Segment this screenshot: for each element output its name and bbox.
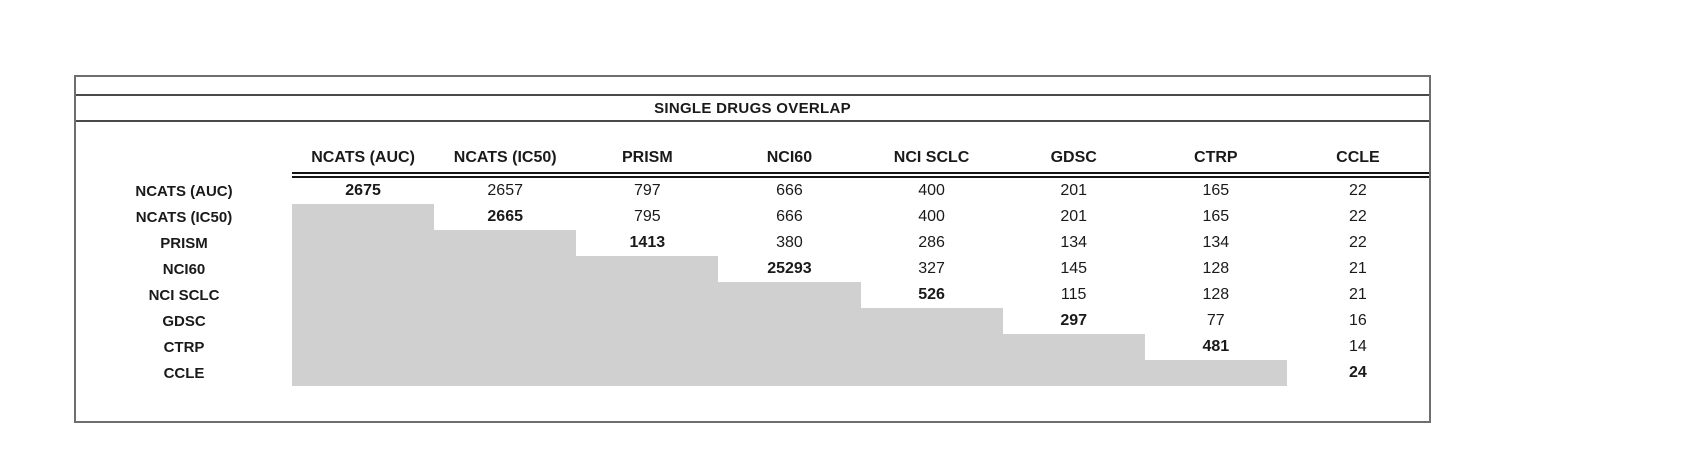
table-row (76, 204, 1429, 230)
column-header: CTRP (1194, 149, 1238, 166)
matrix-cell: 666 (776, 208, 803, 225)
matrix-cell: 481 (1202, 338, 1230, 355)
single-drugs-overlap-table (74, 75, 1431, 423)
matrix-cell: 24 (1349, 364, 1367, 381)
table-row (76, 282, 1429, 308)
matrix-grid (76, 178, 1429, 386)
matrix-cell (434, 256, 576, 282)
matrix-cell: 25293 (767, 260, 812, 277)
matrix-cell: 2665 (487, 208, 523, 225)
matrix-cell (576, 282, 718, 308)
matrix-cell (434, 308, 576, 334)
matrix-cell: 128 (1202, 260, 1230, 277)
matrix-cell: 797 (633, 182, 661, 199)
matrix-cell (576, 308, 718, 334)
column-header: NCI60 (766, 149, 813, 166)
column-header-row (292, 147, 1429, 169)
table-body (76, 122, 1429, 386)
row-label: GDSC (162, 312, 206, 330)
matrix-cell (292, 230, 434, 256)
matrix-cell: 201 (1060, 182, 1088, 199)
matrix-cell (292, 334, 434, 360)
matrix-cell (1145, 360, 1287, 386)
matrix-cell: 795 (633, 208, 661, 225)
matrix-cell: 22 (1349, 182, 1367, 199)
table-row (76, 230, 1429, 256)
row-label: NCI60 (162, 260, 206, 278)
matrix-cell: 380 (776, 234, 803, 251)
matrix-cell: 327 (918, 260, 945, 277)
matrix-cell: 1413 (629, 234, 666, 251)
row-label: CCLE (163, 364, 205, 382)
matrix-cell (434, 282, 576, 308)
matrix-cell: 134 (1202, 234, 1230, 251)
matrix-cell: 128 (1202, 286, 1230, 303)
row-label: NCATS (AUC) (135, 182, 233, 200)
matrix-cell (861, 334, 1003, 360)
matrix-cell (718, 334, 860, 360)
matrix-cell: 297 (1060, 312, 1088, 329)
matrix-cell: 77 (1206, 312, 1225, 329)
matrix-cell: 21 (1349, 260, 1367, 277)
matrix-cell (718, 360, 860, 386)
matrix-cell: 286 (918, 234, 945, 251)
matrix-cell (292, 256, 434, 282)
matrix-cell (434, 360, 576, 386)
matrix-cell: 134 (1060, 234, 1088, 251)
table-row (76, 360, 1429, 386)
column-header: NCATS (IC50) (453, 149, 557, 166)
table-title: SINGLE DRUGS OVERLAP (76, 96, 1429, 122)
matrix-cell (861, 308, 1003, 334)
matrix-cell (576, 334, 718, 360)
matrix-cell (292, 282, 434, 308)
matrix-cell (718, 308, 860, 334)
table-row (76, 334, 1429, 360)
column-header: NCATS (AUC) (311, 149, 415, 166)
matrix-cell (1003, 334, 1145, 360)
row-label: NCI SCLC (148, 286, 220, 304)
table-top-spacer-row (76, 77, 1429, 96)
matrix-cell: 115 (1060, 286, 1087, 303)
column-header: NCI SCLC (893, 149, 970, 166)
matrix-cell: 145 (1060, 260, 1088, 277)
matrix-cell (576, 256, 718, 282)
matrix-cell (576, 360, 718, 386)
matrix-cell: 2675 (345, 182, 381, 199)
matrix-cell: 165 (1202, 182, 1230, 199)
row-label: NCATS (IC50) (135, 208, 233, 226)
row-label: CTRP (163, 338, 205, 356)
matrix-cell (292, 308, 434, 334)
matrix-cell: 666 (776, 182, 803, 199)
matrix-cell: 22 (1349, 234, 1367, 251)
matrix-cell (434, 334, 576, 360)
table-row (76, 256, 1429, 282)
matrix-cell (861, 360, 1003, 386)
matrix-cell: 400 (918, 208, 945, 225)
column-header: CCLE (1336, 149, 1380, 166)
matrix-cell: 526 (918, 286, 945, 303)
matrix-cell: 21 (1349, 286, 1367, 303)
matrix-cell (1003, 360, 1145, 386)
matrix-cell: 400 (918, 182, 945, 199)
column-header: PRISM (621, 149, 673, 166)
matrix-cell: 14 (1349, 338, 1367, 355)
table-row (76, 308, 1429, 334)
matrix-cell: 201 (1060, 208, 1088, 225)
matrix-cell: 2657 (487, 182, 523, 199)
matrix-cell: 16 (1349, 312, 1367, 329)
row-label: PRISM (160, 234, 208, 252)
matrix-cell (292, 204, 434, 230)
matrix-cell (718, 282, 860, 308)
matrix-cell (434, 230, 576, 256)
table-row (76, 178, 1429, 204)
matrix-cell: 165 (1202, 208, 1230, 225)
matrix-cell (292, 360, 434, 386)
matrix-cell: 22 (1349, 208, 1367, 225)
column-header: GDSC (1050, 149, 1097, 166)
